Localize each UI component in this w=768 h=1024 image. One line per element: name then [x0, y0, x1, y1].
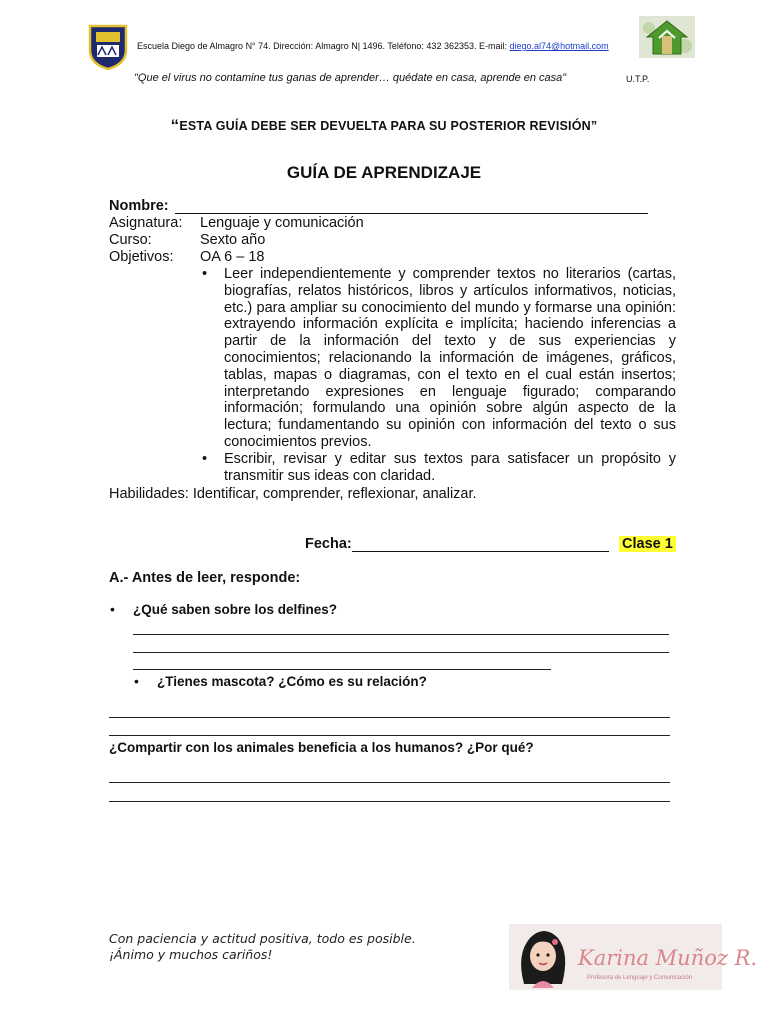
school-info-text: Escuela Diego de Almagro N° 74. Dirección: Almagro N| 1496. Teléfono: 432 362353. E-mail: — [137, 41, 510, 51]
answer-line[interactable] — [109, 782, 670, 783]
answer-line[interactable] — [133, 669, 551, 670]
fecha-field[interactable] — [352, 537, 609, 552]
question-2: ¿Tienes mascota? ¿Cómo es su relación? — [157, 674, 427, 689]
school-logo-icon — [88, 24, 128, 70]
bullet-icon: • — [110, 601, 115, 617]
curso-row — [109, 232, 265, 248]
bullet-icon: • — [202, 450, 208, 467]
objective-text: Escribir, revisar y editar sus textos para satisfacer un propósito y transmitir sus ideas con claridad. — [224, 450, 676, 484]
footer-line-1: Con paciencia y actitud positiva, todo es posible. — [109, 931, 416, 946]
question-1: ¿Qué saben sobre los delfines? — [133, 602, 338, 617]
objectives-list — [202, 266, 676, 484]
asignatura-row — [109, 215, 364, 231]
answer-line[interactable] — [109, 717, 670, 718]
bullet-icon: • — [202, 266, 208, 282]
curso-label: Curso: — [109, 232, 152, 248]
nombre-field[interactable] — [175, 199, 648, 214]
answer-line[interactable] — [109, 735, 670, 736]
objective-item — [202, 450, 676, 485]
email-link[interactable]: diego.al74@hotmail.com — [509, 41, 609, 51]
signature-name: Karina Muñoz R. — [578, 946, 758, 970]
footer-message — [109, 931, 416, 963]
objective-text: Leer independientemente y comprender textos no literarios (cartas, biografías, relatos históricos, libros y artículos informativos, noticias, etc.) para ampliar su conocimiento del mundo y formarse una opinión: extrayendo información explícita e implícita; haciendo inferencias a partir de la información del texto y de sus experiencias y conocimientos; relacionando la información de imágenes, gráficos, tablas, mapas o diagramas, con el texto en el cual están insertos; interpretando expresiones en lenguaje figurado; comparando información; formulando una opinión sobre algún aspecto de la lectura; fundamentando su opinión con información del texto o sus conocimientos previos. — [224, 266, 676, 450]
habilidades-row: Habilidades: Identificar, comprender, reflexionar, analizar. — [109, 486, 477, 502]
signature-role: Profesora de Lenguaje y Comunicación — [587, 975, 693, 981]
footer-line-2: ¡Ánimo y muchos cariños! — [109, 947, 273, 962]
utp-label: U.T.P. — [626, 74, 650, 84]
house-icon — [639, 16, 695, 58]
objetivos-label: Objetivos: — [109, 249, 174, 265]
notice-text: ESTA GUÍA DEBE SER DEVUELTA PARA SU POSTERIOR REVISIÓN — [179, 119, 591, 133]
school-contact-info — [137, 41, 609, 51]
answer-line[interactable] — [133, 634, 669, 635]
curso-value: Sexto año — [200, 232, 266, 248]
answer-line[interactable] — [133, 652, 669, 653]
open-quote: “ — [170, 116, 180, 135]
section-a-heading: A.- Antes de leer, responde: — [109, 570, 301, 586]
return-notice — [0, 116, 768, 136]
asignatura-value: Lenguaje y comunicación — [200, 215, 364, 231]
close-quote: ” — [590, 119, 598, 133]
bullet-icon: • — [134, 673, 139, 689]
question-3: ¿Compartir con los animales beneficia a los humanos? ¿Por qué? — [109, 740, 534, 755]
asignatura-label: Asignatura: — [109, 215, 183, 231]
fecha-label: Fecha: — [305, 536, 352, 552]
nombre-row — [109, 198, 648, 214]
teacher-avatar-icon — [510, 924, 574, 990]
answer-line[interactable] — [109, 801, 670, 802]
clase-badge: Clase 1 — [619, 536, 676, 552]
objetivos-row — [109, 249, 265, 265]
objetivos-code: OA 6 – 18 — [200, 249, 265, 265]
motto: "Que el virus no contamine tus ganas de aprender… quédate en casa, aprende en casa" — [134, 72, 567, 84]
nombre-label: Nombre: — [109, 198, 169, 214]
objective-item — [202, 266, 676, 451]
fecha-row — [305, 536, 609, 552]
page-title: GUÍA DE APRENDIZAJE — [286, 163, 482, 182]
